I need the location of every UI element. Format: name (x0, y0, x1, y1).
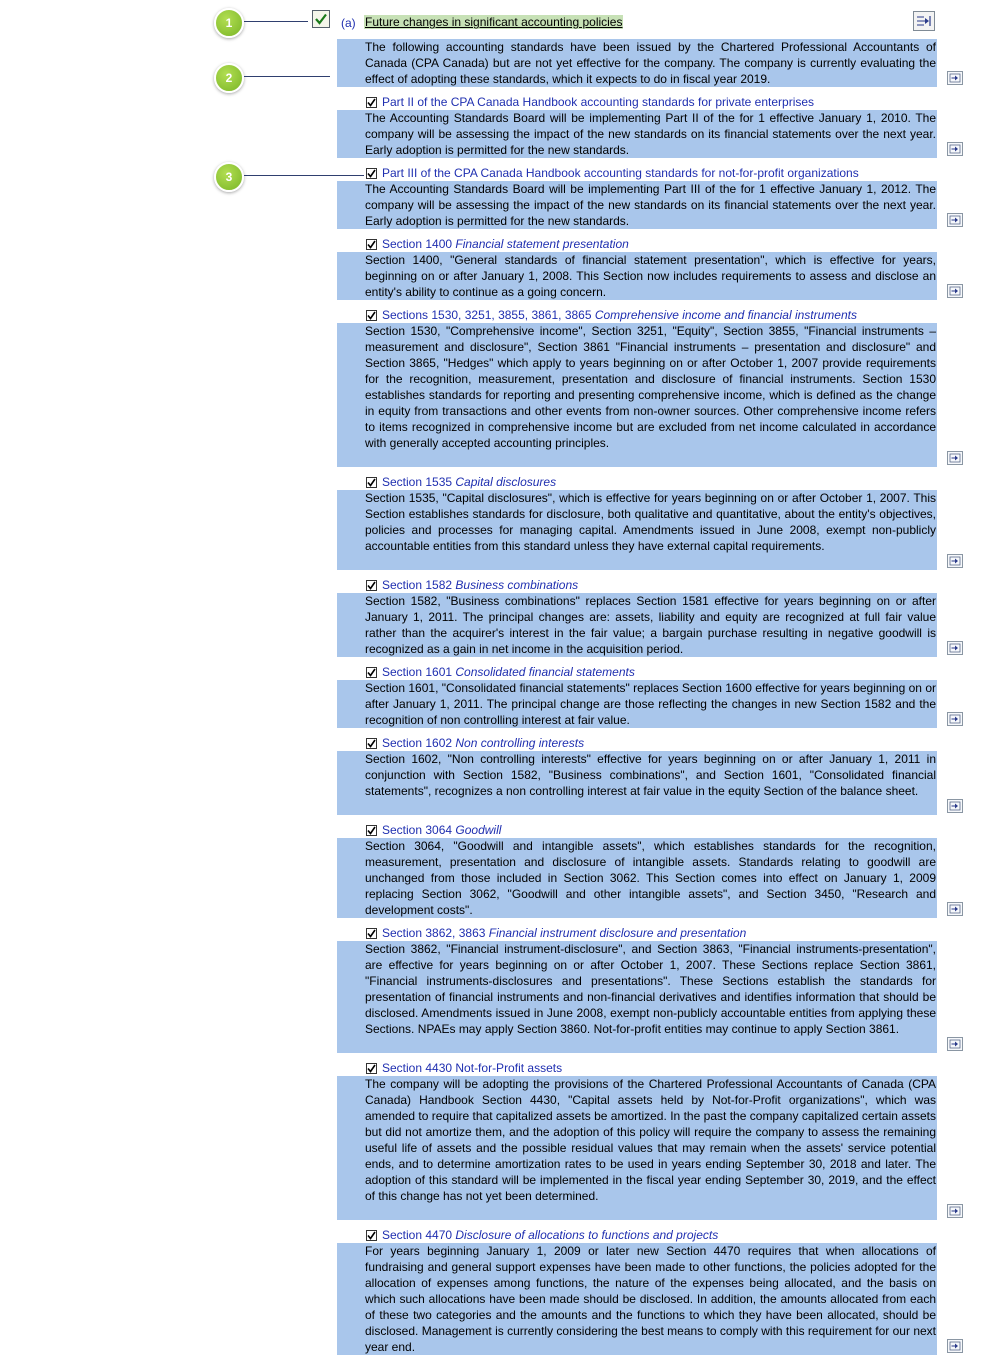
section-toggle-checkbox[interactable] (366, 310, 377, 321)
note-letter: (a) (341, 16, 356, 30)
edit-icon (949, 643, 961, 653)
edit-paragraph-button[interactable] (947, 142, 963, 156)
edit-icon (949, 286, 961, 296)
export-button[interactable] (913, 11, 935, 31)
section-paragraph[interactable] (337, 941, 937, 1053)
section-title[interactable]: Section 1582 Business combinations (382, 578, 579, 592)
checkmark-icon (367, 240, 376, 249)
section-paragraph[interactable] (337, 838, 937, 918)
edit-paragraph-button[interactable] (947, 799, 963, 813)
section-header (366, 577, 578, 593)
section-header (366, 94, 814, 110)
section-toggle-checkbox[interactable] (366, 580, 377, 591)
checkmark-icon (367, 478, 376, 487)
section-title[interactable]: Section 1602 Non controlling interests (382, 736, 585, 750)
section-toggle-checkbox[interactable] (366, 825, 377, 836)
edit-icon (949, 1039, 961, 1049)
edit-paragraph-button[interactable] (947, 712, 963, 726)
section-paragraph[interactable] (337, 1243, 937, 1355)
section-paragraph[interactable] (337, 593, 937, 657)
checkmark-icon (367, 739, 376, 748)
paragraph-text: The Accounting Standards Board will be implementing Part III of the for 1 effective January 1, 2012. The company will be assessing the impact of the new standards on its financial statements over the next year. Early adoption is permitted for the new standards. (365, 182, 936, 228)
checkmark-icon (367, 1231, 376, 1240)
section-header (366, 236, 629, 252)
edit-paragraph-button[interactable] (947, 451, 963, 465)
edit-icon (949, 1206, 961, 1216)
edit-paragraph-button[interactable] (947, 1204, 963, 1218)
section-toggle-checkbox[interactable] (366, 928, 377, 939)
checkmark-icon (367, 668, 376, 677)
section-title[interactable]: Section 1601 Consolidated financial statements (382, 665, 635, 679)
section-paragraph[interactable] (337, 751, 937, 815)
section-title[interactable]: Section 1400 Financial statement presentation (382, 237, 629, 251)
checkmark-icon (314, 12, 328, 26)
edit-icon (949, 453, 961, 463)
section-header (366, 307, 857, 323)
section-header (366, 474, 556, 490)
section-title[interactable]: Section 4430 Not-for-Profit assets (382, 1061, 563, 1075)
paragraph-text: Section 1530, "Comprehensive income", Section 3251, "Equity", Section 3855, "Financial instruments – measurement and disclosure", Section 3861 "Financial instruments – presentation and disclosure" and Section 3865, "Hedges" which apply to years beginning on or after October 1, 2007 provide requirements for the recognition, measurement, presentation and disclosure of financial instruments. Section 1530 establishes standards for reporting and presenting comprehensive income, which is defined as the change in equity from transactions and other events from non-owner sources. Other comprehensive income refers to items recognized in comprehensive income but are excluded from net income calculated in accordance with generally accepted accounting principles. (365, 324, 936, 450)
paragraph-text: For years beginning January 1, 2009 or later new Section 4470 requires that when allocations of fundraising and general support expenses have been made to other functions, the policies adopted for the allocation of expenses among functions, the nature of the expenses being allocated, and the basis on which such allocations have been made should be disclosed. In addition, the amounts allocated from each of these two categories and the amounts and the functions to which they have been allocated, should be disclosed. Management is currently considering the best means to comply with this requirement for our next year end. (365, 1244, 936, 1354)
paragraph-text: The Accounting Standards Board will be implementing Part II of the for 1 effective January 1, 2010. The company will be assessing the impact of the new standards on its financial statements over the next year. Early adoption is permitted for the new standards. (365, 111, 936, 157)
note-intro-paragraph[interactable] (337, 39, 937, 87)
section-title[interactable]: Part III of the CPA Canada Handbook accounting standards for not-for-profit organizations (382, 166, 859, 180)
section-title[interactable]: Part II of the CPA Canada Handbook accounting standards for private enterprises (382, 95, 815, 109)
export-arrow-icon (916, 14, 932, 28)
edit-paragraph-button[interactable] (947, 284, 963, 298)
paragraph-text: Section 3862, "Financial instrument-disclosure", and Section 3863, "Financial instruments-presentation", are effective for years beginning on or after October 1, 2007. These Sections replace Section 3861, "Financial instruments-disclosures and presentations". These Sections establish the standards for presentation of financial instruments and non-financial derivatives and identifies information that should be disclosed. Amendments issued in June 2008, exempt non-publicly accountable entities from applying these Sections. NPAEs may apply Section 3860. Not-for-profit entities may continue to apply Section 3861. (365, 942, 936, 1036)
edit-paragraph-button[interactable] (947, 1037, 963, 1051)
edit-paragraph-button[interactable] (947, 554, 963, 568)
section-header (366, 925, 746, 941)
checkmark-icon (367, 581, 376, 590)
section-paragraph[interactable] (337, 1076, 937, 1220)
edit-paragraph-button[interactable] (947, 1339, 963, 1353)
section-header (366, 1060, 562, 1076)
checkmark-icon (367, 169, 376, 178)
paragraph-text: The company will be adopting the provisions of the Chartered Professional Accountants of Canada (CPA Canada) Handbook Section 4430, "Capital assets held by Not-for-Profit organizations", which was amended to require that capitalized assets be amortized. In the past the company capitalized certain assets but did not amortize them, and the adoption of this policy will require the company to assess the remaining useful life of assets and the possible residual values that may remain when the assets' service potential ends, and to determine amortization rates to be used in years ending September 30, 2018 and later. The adoption of this standard will be implemented in the fiscal year ending September 30, 2019, and the effect of this change has not yet been determined. (365, 1077, 936, 1203)
note-title[interactable]: Future changes in significant accounting policies (365, 15, 623, 29)
section-header (366, 664, 635, 680)
callout-badge: 3 (214, 162, 244, 192)
section-paragraph[interactable] (337, 490, 937, 570)
callout-line (244, 76, 330, 77)
section-toggle-checkbox[interactable] (366, 667, 377, 678)
paragraph-text: Section 1602, "Non controlling interests" effective for years beginning on or after January 1, 2011 in conjunction with Section 1582, "Business combinations", and Section 1601, "Consolidated financial statements", recognizes a non controlling interest at fair value in the equity Section of the balance sheet. (365, 752, 936, 798)
section-title[interactable]: Section 1535 Capital disclosures (382, 475, 557, 489)
section-header (366, 735, 584, 751)
section-toggle-checkbox[interactable] (366, 477, 377, 488)
checkmark-icon (367, 1064, 376, 1073)
edit-icon (949, 556, 961, 566)
section-paragraph[interactable] (337, 110, 937, 158)
checkmark-icon (367, 826, 376, 835)
paragraph-text: The following accounting standards have been issued by the Chartered Professional Accountants of Canada (CPA Canada) but are not yet effective for the company. The company is currently evaluating the effect of adopting these standards, which it expects to do in fiscal year 2019. (365, 40, 936, 86)
section-title[interactable]: Section 3862, 3863 Financial instrument disclosure and presentation (382, 926, 747, 940)
paragraph-text: Section 1400, "General standards of financial statement presentation", which is effective for years, beginning on or after January 1, 2008. This Section now includes requirements to assess and disclose an entity's ability to continue as a going concern. (365, 253, 936, 299)
edit-icon (949, 1341, 961, 1351)
note-enable-checkbox[interactable] (312, 10, 330, 28)
section-title[interactable]: Section 4470 Disclosure of allocations to functions and projects (382, 1228, 719, 1242)
edit-icon (949, 801, 961, 811)
section-title[interactable]: Sections 1530, 3251, 3855, 3861, 3865 Comprehensive income and financial instruments (382, 308, 857, 322)
section-title[interactable]: Section 3064 Goodwill (382, 823, 502, 837)
edit-icon (949, 714, 961, 724)
section-header (366, 1227, 718, 1243)
paragraph-text: Section 1535, "Capital disclosures", which is effective for years beginning on or after October 1, 2007. This Section establishes standards for disclosure, both qualitative and quantitative, about the entity's objectives, policies and processes for managing capital. Amendments issued in June 2008, exempt non-publicly accountable entities from this standard unless they have external capital requirements. (365, 491, 936, 553)
section-toggle-checkbox[interactable] (366, 97, 377, 108)
callout-line (244, 21, 308, 22)
checkmark-icon (367, 98, 376, 107)
edit-icon (949, 144, 961, 154)
paragraph-text: Section 1601, "Consolidated financial statements" replaces Section 1600 effective for years beginning on or after January 1, 2011. The principal change are those reflecting the changes in new Section 1582 and the recognition of non controlling interest at fair value. (365, 681, 936, 727)
section-toggle-checkbox[interactable] (366, 239, 377, 250)
edit-icon (949, 904, 961, 914)
section-header (366, 822, 501, 838)
section-paragraph[interactable] (337, 323, 937, 467)
checkmark-icon (367, 311, 376, 320)
section-paragraph[interactable] (337, 680, 937, 728)
edit-paragraph-button[interactable] (947, 71, 963, 85)
checkmark-icon (367, 929, 376, 938)
paragraph-text: Section 3064, "Goodwill and intangible assets", which establishes standards for the recognition, measurement, presentation and disclosure of intangible assets. Standards relating to goodwill are unchanged from those included in Section 3062. This Section comes into effect on January 1, 2009 replacing Section 3062, "Goodwill and other intangible assets", and Section 3450, "Research and development costs". (365, 839, 936, 917)
edit-paragraph-button[interactable] (947, 902, 963, 916)
edit-icon (949, 73, 961, 83)
section-paragraph[interactable] (337, 252, 937, 300)
section-toggle-checkbox[interactable] (366, 168, 377, 179)
section-toggle-checkbox[interactable] (366, 738, 377, 749)
section-toggle-checkbox[interactable] (366, 1063, 377, 1074)
callout-line (244, 175, 364, 176)
callout-badge: 2 (214, 63, 244, 93)
edit-paragraph-button[interactable] (947, 213, 963, 227)
paragraph-text: Section 1582, "Business combinations" replaces Section 1581 effective for years beginning on or after January 1, 2011. The principal changes are: assets, liability and equity are recognized at full fair value rather than the acquirer's interest in the fair value; a bargain purchase resulting in negative goodwill is recognized as a gain in net income in the acquisition period. (365, 594, 936, 656)
section-paragraph[interactable] (337, 181, 937, 229)
section-toggle-checkbox[interactable] (366, 1230, 377, 1241)
edit-paragraph-button[interactable] (947, 641, 963, 655)
callout-badge: 1 (214, 8, 244, 38)
edit-icon (949, 215, 961, 225)
section-header (366, 165, 859, 181)
